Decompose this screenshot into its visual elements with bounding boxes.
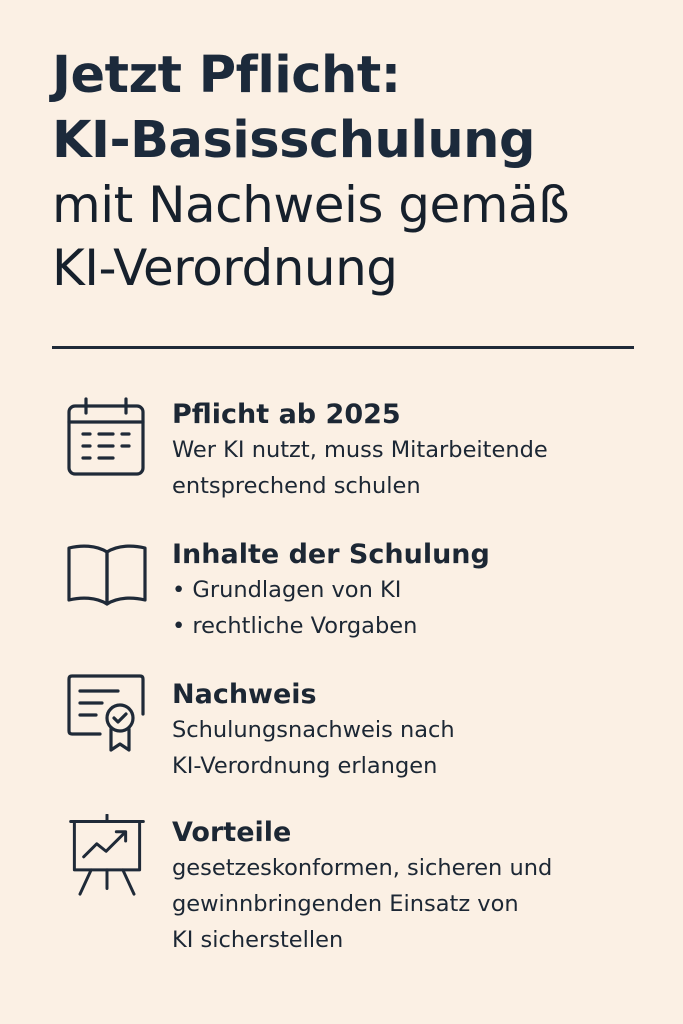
item-description-line: Wer KI nutzt, muss Mitarbeitende xyxy=(172,437,548,463)
item-description-line: gesetzeskonformen, sicheren und xyxy=(172,855,553,881)
headline xyxy=(52,46,652,306)
item-description-line: Schulungsnachweis nach xyxy=(172,717,455,743)
item-title: Pflicht ab 2025 xyxy=(172,399,401,430)
calendar-icon xyxy=(66,396,148,478)
item-description xyxy=(172,850,652,958)
headline-line-1: Jetzt Pflicht: xyxy=(52,46,401,105)
headline-line-2: KI-Basisschulung xyxy=(52,111,535,170)
item-description-line: KI-Verordnung erlangen xyxy=(172,753,438,779)
open-book-icon xyxy=(66,538,148,620)
item-description-line: • rechtliche Vorgaben xyxy=(172,613,418,639)
item-description xyxy=(172,432,652,504)
item-description xyxy=(172,712,652,784)
presentation-chart-icon xyxy=(66,814,148,896)
certificate-icon xyxy=(66,674,148,756)
item-description-line: KI sicherstellen xyxy=(172,927,344,953)
headline-line-3: mit Nachweis gemäß xyxy=(52,176,570,234)
headline-line-4: KI-Verordnung xyxy=(52,239,398,297)
item-description xyxy=(172,572,652,644)
item-description-line: • Grundlagen von KI xyxy=(172,577,402,603)
item-title: Vorteile xyxy=(172,817,292,848)
divider xyxy=(52,346,634,349)
item-title: Nachweis xyxy=(172,679,317,710)
item-title: Inhalte der Schulung xyxy=(172,539,490,570)
item-description-line: entsprechend schulen xyxy=(172,473,421,499)
item-description-line: gewinnbringenden Einsatz von xyxy=(172,891,519,917)
